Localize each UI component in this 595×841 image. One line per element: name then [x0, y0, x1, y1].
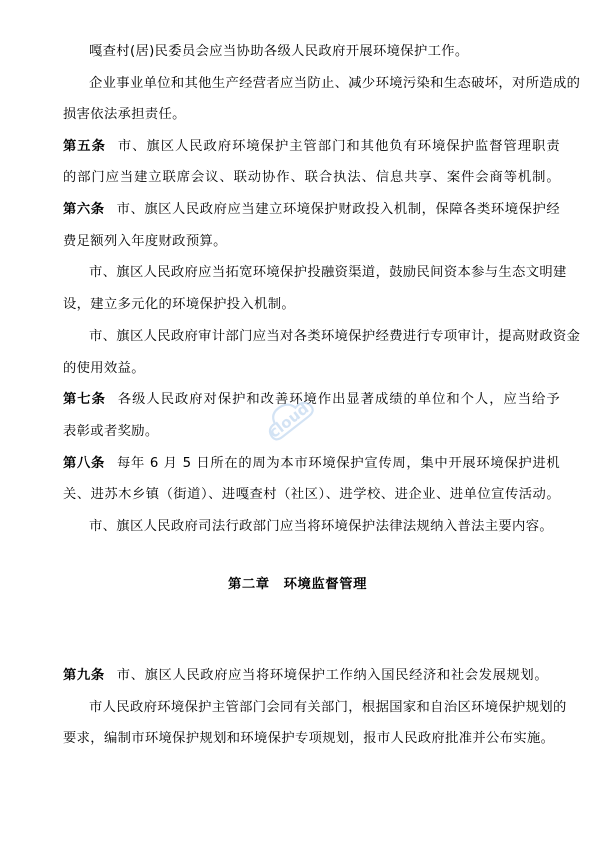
line-text: 嘎查村(居)民委员会应当协助各级人民政府开展环境保护工作。: [89, 44, 469, 59]
article-5-first-line: [63, 138, 560, 156]
line-text: 市、旗区人民政府环境保护主管部门和其他负有环境保护监督管理职责: [117, 139, 560, 154]
article-label: 第七条: [63, 392, 106, 407]
line-text: 关、进苏木乡镇（街道）、进嘎查村（社区）、进学校、进企业、进单位宣传活动。: [63, 487, 560, 502]
line-text: 市、旗区人民政府应当拓宽环境保护投融资渠道，鼓励民间资本参与生态文明建: [89, 265, 567, 280]
paragraph-line: [89, 75, 581, 93]
article-label: 第八条: [63, 456, 105, 471]
paragraph-line: [63, 423, 159, 441]
article-9-first-line: [63, 667, 548, 685]
paragraph-line: [63, 296, 295, 314]
line-text: 损害依法承担责任。: [63, 107, 186, 122]
article-label: 第五条: [63, 139, 106, 154]
line-text: 的部门应当建立联席会议、联动协作、联合执法、信息共享、案件会商等机制。: [63, 170, 560, 185]
line-text: 市、旗区人民政府司法行政部门应当将环境保护法律法规纳入普法主要内容。: [89, 519, 553, 534]
line-text: 的使用效益。: [63, 361, 145, 376]
paragraph-line: [89, 264, 567, 282]
cloud-watermark: [247, 374, 333, 459]
line-text: 设，建立多元化的环境保护投入机制。: [63, 297, 295, 312]
line-text: 市人民政府环境保护主管部门会同有关部门，根据国家和自治区环境保护规划的: [89, 700, 567, 715]
paragraph-line: [63, 169, 560, 187]
line-text: 费足额列入年度财政预算。: [63, 234, 227, 249]
line-text: 要求，编制市环境保护规划和环境保护专项规划，报市人民政府批准并公布实施。: [63, 731, 555, 746]
paragraph-line: [63, 233, 227, 251]
article-6-first-line: [63, 201, 560, 219]
article-8-first-line: [63, 455, 560, 473]
line-text: 企业事业单位和其他生产经营者应当防止、减少环境污染和生态破坏，对所造成的: [89, 76, 581, 91]
watermark-text: cloud: [265, 399, 313, 442]
line-text: 市、旗区人民政府应当将环境保护工作纳入国民经济和社会发展规划。: [116, 668, 548, 683]
line-text: 市、旗区人民政府审计部门应当对各类环境保护经费进行专项审计，提高财政资金: [89, 329, 581, 344]
paragraph-line: [89, 43, 469, 61]
line-text: 表彰或者奖励。: [63, 424, 159, 439]
line-text: 各级人民政府对保护和改善环境作出显著成绩的单位和个人，应当给予: [117, 392, 560, 407]
paragraph-line: [89, 699, 567, 717]
paragraph-line: [63, 486, 560, 504]
chapter-heading: 第二章 环境监督管理: [228, 577, 367, 592]
line-text: 每年 6 月 5 日所在的周为本市环境保护宣传周，集中开展环境保护进机: [117, 456, 560, 471]
paragraph-line: [63, 730, 554, 748]
paragraph-line: [89, 518, 553, 536]
paragraph-line: [63, 106, 186, 124]
paragraph-line: [89, 328, 581, 346]
article-label: 第六条: [63, 202, 105, 217]
line-text: 市、旗区人民政府应当建立环境保护财政投入机制，保障各类环境保护经: [116, 202, 560, 217]
paragraph-line: [63, 360, 145, 378]
article-label: 第九条: [63, 668, 105, 683]
